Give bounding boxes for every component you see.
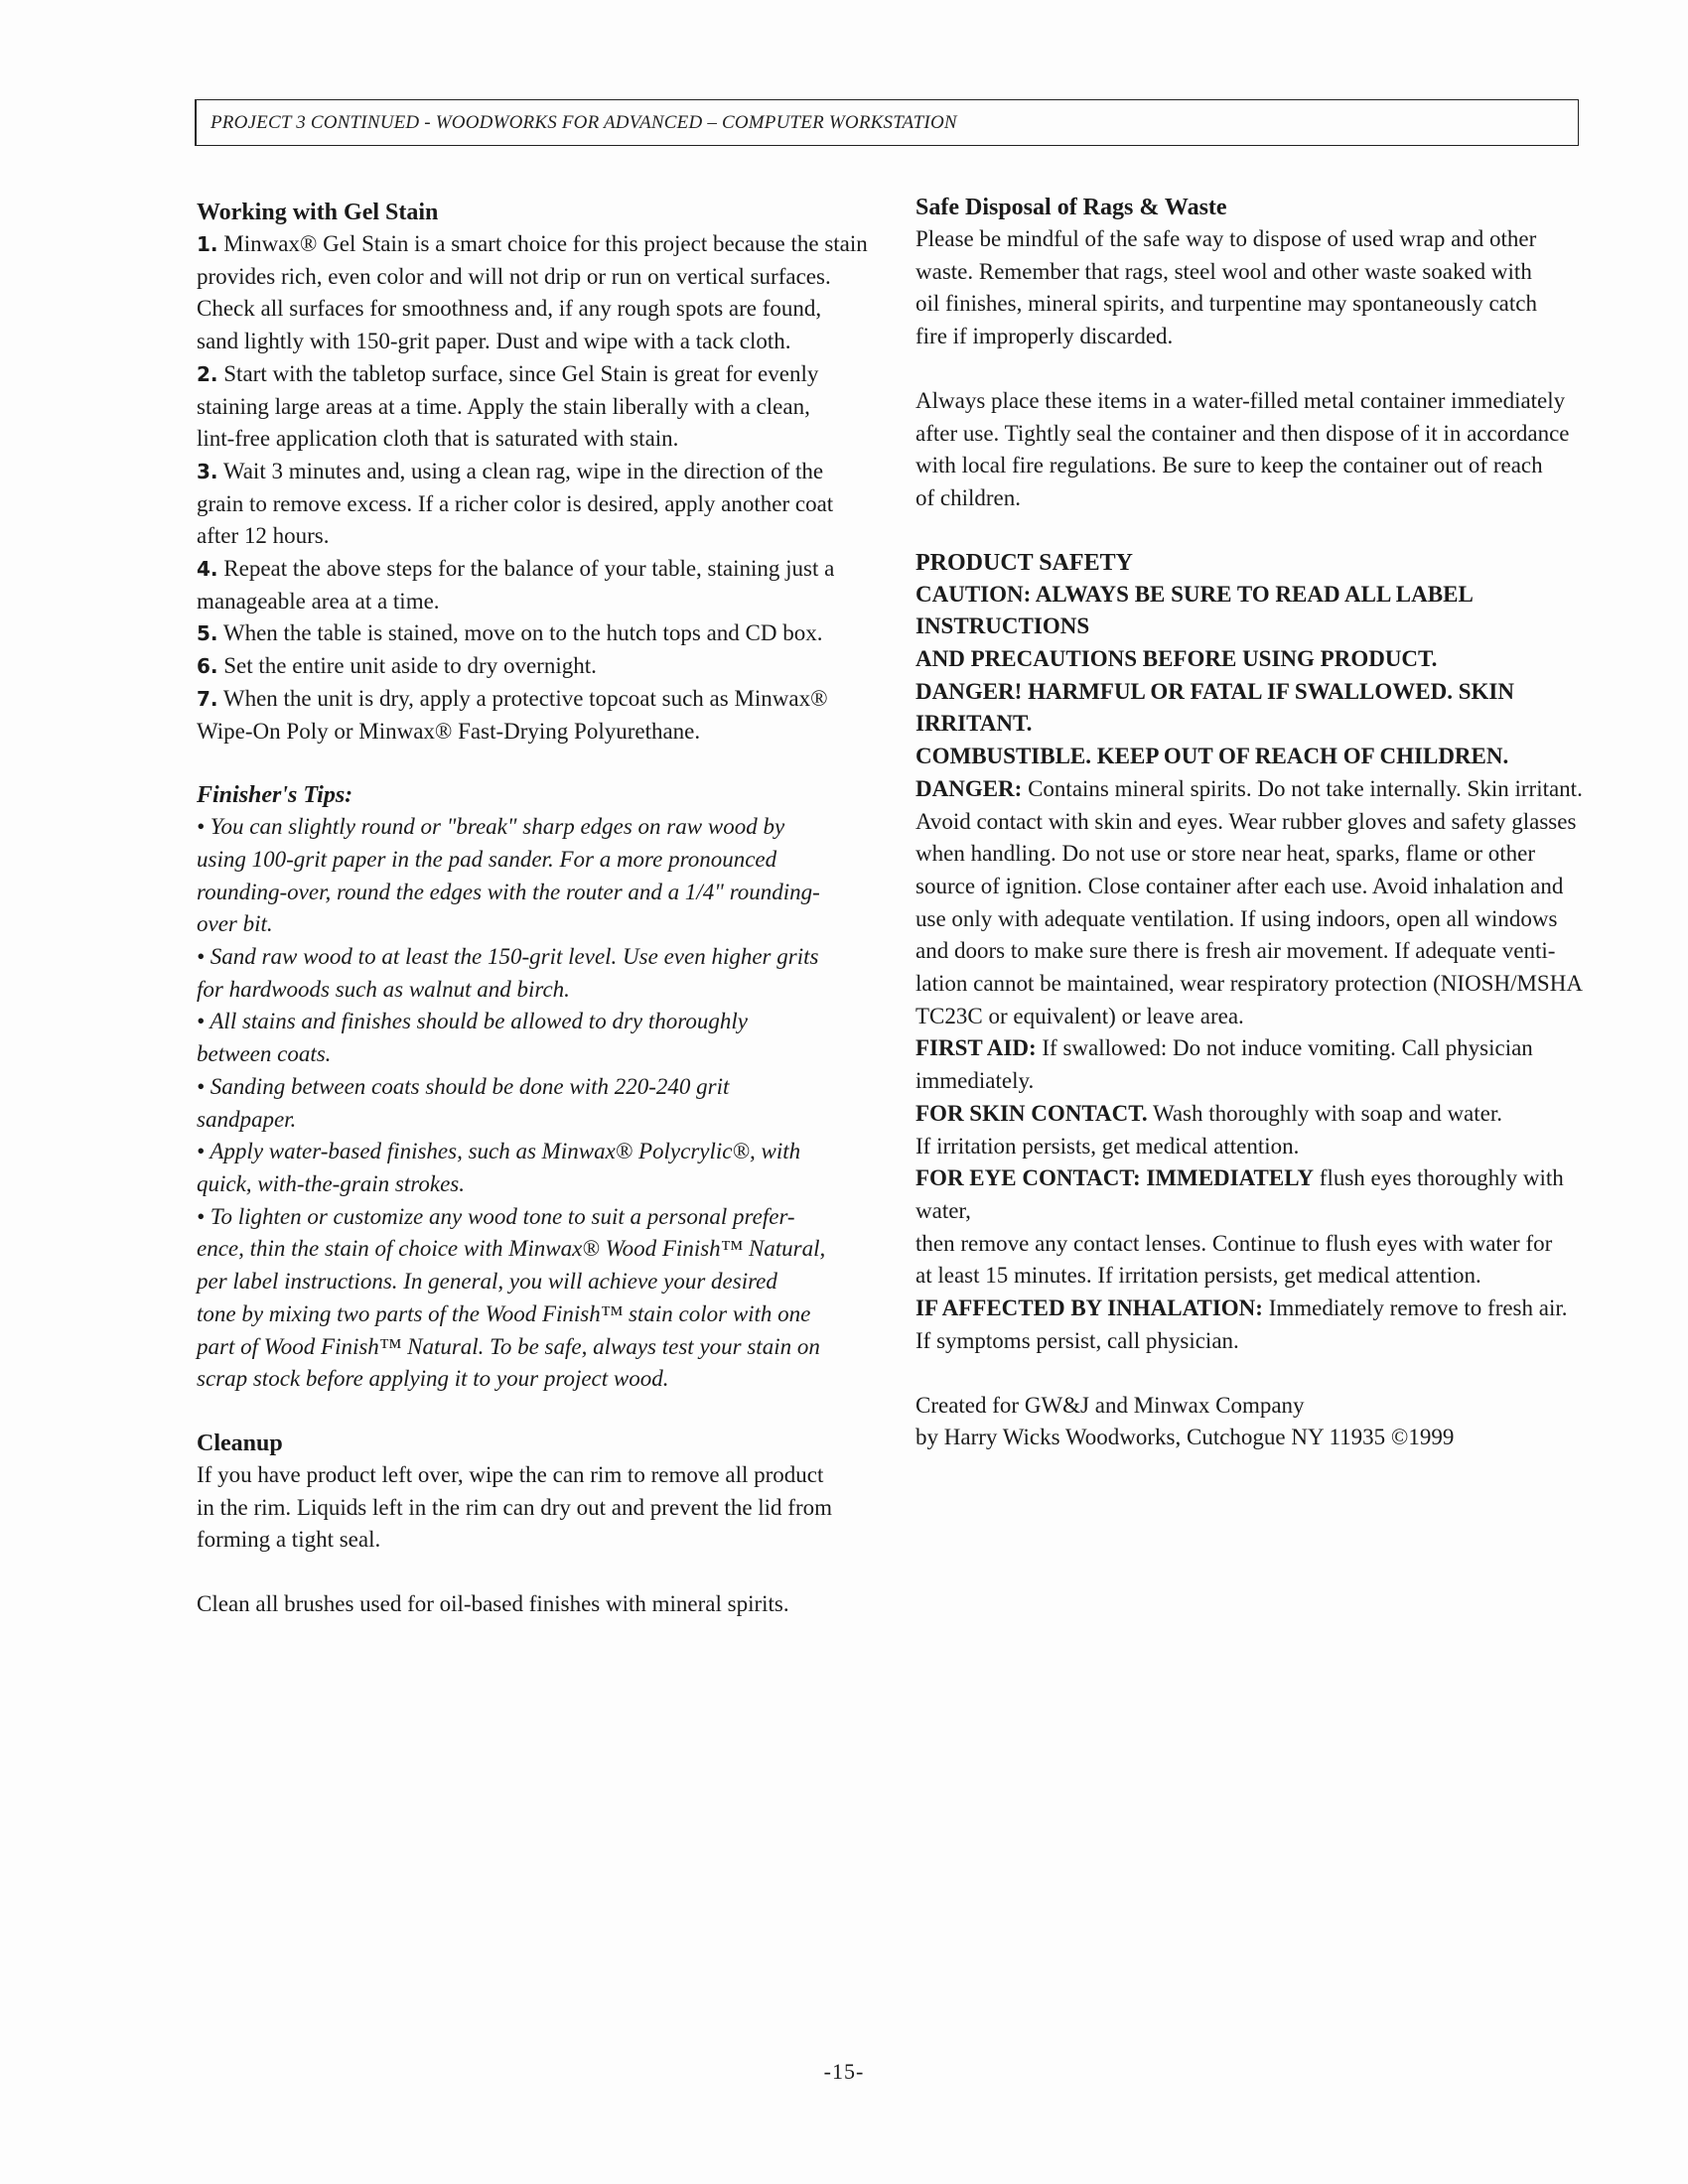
step-text: Repeat the above steps for the balance of your table, staining just a — [223, 556, 835, 582]
step-number: 5. — [197, 621, 218, 646]
disposal-line: after use. Tightly seal the container and then dispose of it in accordance — [915, 420, 1570, 446]
caution-line: AND PRECAUTIONS BEFORE USING PRODUCT. — [915, 646, 1438, 672]
step-text: Minwax® Gel Stain is a smart choice for this project because the stain — [223, 231, 868, 256]
step-text: provides rich, even color and will not drip or run on vertical surfaces. — [197, 263, 831, 289]
cleanup-paragraph — [197, 1459, 872, 1557]
step-line — [197, 261, 872, 294]
danger-text-line: Avoid contact with skin and eyes. Wear rubber gloves and safety glasses — [915, 808, 1577, 834]
product-safety-heading: PRODUCT SAFETY — [915, 549, 1133, 576]
step-number: 6. — [197, 654, 218, 679]
step-line — [197, 326, 872, 358]
credit-line: by Harry Wicks Woodworks, Cutchogue NY 11935 ©1999 — [915, 1425, 1455, 1450]
step-line — [197, 520, 872, 553]
tip-line: per label instructions. In general, you will achieve your desired — [197, 1269, 777, 1295]
tip-line: • Sanding between coats should be done with 220-240 grit — [197, 1073, 730, 1099]
step-line — [197, 586, 872, 618]
disposal-line: with local fire regulations. Be sure to keep the container out of reach — [915, 453, 1543, 478]
header-title: PROJECT 3 CONTINUED - WOODWORKS FOR ADVANCED – COMPUTER WORKSTATION — [211, 112, 957, 133]
header-box — [195, 99, 1579, 146]
finishers-tips-heading: Finisher's Tips: — [197, 782, 353, 809]
step-text: Start with the tabletop surface, since Gel Stain is great for evenly — [223, 360, 819, 386]
eye-contact-text-line: then remove any contact lenses. Continue to flush eyes with water for — [915, 1230, 1553, 1256]
tip-line: using 100-grit paper in the pad sander. For a more pronounced — [197, 846, 777, 872]
first-aid-cont: immediately. — [915, 1068, 1035, 1094]
caution-line: CAUTION: ALWAYS BE SURE TO READ ALL LABEL INSTRUCTIONS — [915, 581, 1473, 639]
step-text: When the unit is dry, apply a protective topcoat such as Minwax® — [222, 685, 828, 711]
first-aid-line: FIRST AID: If swallowed: Do not induce vomiting. Call physician — [915, 1035, 1533, 1061]
danger-text-line: and doors to make sure there is fresh air movement. If adequate venti- — [915, 938, 1556, 964]
tip-line: sandpaper. — [197, 1106, 297, 1132]
danger-label: DANGER: — [915, 775, 1023, 801]
step-text: Check all surfaces for smoothness and, if any rough spots are found, — [197, 296, 822, 322]
danger-text-line: TC23C or equivalent) or leave area. — [915, 1003, 1244, 1028]
tip-line: • To lighten or customize any wood tone to suit a personal prefer- — [197, 1203, 795, 1229]
eye-contact-paragraph — [915, 1228, 1591, 1293]
tip-line: • All stains and finishes should be allowed to dry thoroughly — [197, 1009, 748, 1034]
tip-line: • You can slightly round or "break" sharp edges on raw wood by — [197, 814, 785, 840]
step-line — [197, 488, 872, 521]
tip-line: for hardwoods such as walnut and birch. — [197, 976, 570, 1002]
step-text: grain to remove excess. If a richer color is desired, apply another coat — [197, 490, 834, 516]
tip-line: ence, thin the stain of choice with Minwax® Wood Finish™ Natural, — [197, 1236, 826, 1262]
disposal-line: Always place these items in a water-filled metal container immediately — [915, 387, 1566, 413]
danger-text-line: when handling. Do not use or store near heat, sparks, flame or other — [915, 841, 1536, 867]
step-text: staining large areas at a time. Apply the stain liberally with a clean, — [197, 393, 810, 419]
danger-line: DANGER: Contains mineral spirits. Do not take internally. Skin irritant. — [915, 775, 1583, 801]
disposal-line: of children. — [915, 484, 1022, 510]
eye-contact-label: FOR EYE CONTACT: IMMEDIATELY — [915, 1165, 1315, 1191]
step-line — [197, 553, 872, 586]
step-text: Wait 3 minutes and, using a clean rag, wipe in the direction of the — [222, 458, 824, 483]
step-line — [197, 617, 872, 650]
disposal-line: waste. Remember that rags, steel wool and other waste soaked with — [915, 258, 1532, 284]
tip-line: quick, with-the-grain strokes. — [197, 1170, 465, 1196]
step-line — [197, 423, 872, 456]
step-line — [197, 358, 872, 391]
skin-contact-line: FOR SKIN CONTACT. Wash thoroughly with soap and water. — [915, 1100, 1503, 1126]
step-line — [197, 228, 872, 261]
disposal-paragraph-2 — [915, 385, 1591, 515]
step-text: When the table is stained, move on to the hutch tops and CD box. — [222, 620, 823, 646]
tip-line: over bit. — [197, 911, 273, 937]
gel-stain-heading: Working with Gel Stain — [197, 200, 439, 225]
eye-contact-line: FOR EYE CONTACT: IMMEDIATELY flush eyes thoroughly with water, — [915, 1165, 1564, 1223]
finishers-tips-list — [197, 811, 872, 1396]
danger-text-line: lation cannot be maintained, wear respiratory protection (NIOSH/MSHA — [915, 971, 1583, 997]
eye-contact-text-line: at least 15 minutes. If irritation persists, get medical attention. — [915, 1263, 1481, 1289]
step-text: Wipe-On Poly or Minwax® Fast-Drying Polyurethane. — [197, 718, 701, 744]
caution-block — [915, 579, 1591, 773]
step-number: 4. — [197, 557, 218, 582]
danger-text-line: use only with adequate ventilation. If using indoors, open all windows — [915, 905, 1558, 931]
danger-paragraph — [915, 806, 1591, 1033]
inhalation-cont: If symptoms persist, call physician. — [915, 1327, 1239, 1353]
inhalation-label: IF AFFECTED BY INHALATION: — [915, 1296, 1263, 1321]
disposal-heading: Safe Disposal of Rags & Waste — [915, 195, 1227, 220]
skin-contact-cont: If irritation persists, get medical attention. — [915, 1133, 1300, 1159]
credit-line: Created for GW&J and Minwax Company — [915, 1392, 1305, 1418]
gel-stain-steps — [197, 228, 872, 748]
tip-line: • Sand raw wood to at least the 150-grit level. Use even higher grits — [197, 944, 819, 970]
danger-text-line: source of ignition. Close container after each use. Avoid inhalation and — [915, 873, 1564, 898]
page-number: -15- — [823, 2059, 865, 2084]
cleanup-heading: Cleanup — [197, 1430, 283, 1456]
inhalation-line: IF AFFECTED BY INHALATION: Immediately remove to fresh air. — [915, 1296, 1568, 1321]
disposal-paragraph-1 — [915, 223, 1591, 353]
tip-line: between coats. — [197, 1041, 332, 1067]
step-number: 1. — [197, 232, 218, 256]
credit-block — [915, 1390, 1591, 1454]
tip-line: part of Wood Finish™ Natural. To be safe, always test your stain on — [197, 1333, 820, 1359]
tip-line: • Apply water-based finishes, such as Minwax® Polycrylic®, with — [197, 1139, 801, 1164]
step-text: lint-free application cloth that is saturated with stain. — [197, 426, 679, 452]
disposal-line: Please be mindful of the safe way to dispose of used wrap and other — [915, 226, 1537, 251]
skin-contact-label: FOR SKIN CONTACT. — [915, 1100, 1148, 1126]
step-number: 3. — [197, 459, 218, 483]
disposal-line: fire if improperly discarded. — [915, 324, 1174, 349]
cleanup-line: If you have product left over, wipe the can rim to remove all product — [197, 1461, 824, 1487]
right-column — [915, 192, 1591, 1454]
step-line — [197, 391, 872, 424]
step-number: 2. — [197, 361, 218, 386]
caution-line: COMBUSTIBLE. KEEP OUT OF REACH OF CHILDREN. — [915, 744, 1509, 769]
step-line — [197, 293, 872, 326]
left-column — [197, 197, 872, 1621]
caution-line: DANGER! HARMFUL OR FATAL IF SWALLOWED. SKIN IRRITANT. — [915, 678, 1514, 737]
step-text: sand lightly with 150-grit paper. Dust and wipe with a tack cloth. — [197, 329, 791, 354]
step-line — [197, 650, 872, 683]
step-number: 7. — [197, 686, 218, 711]
step-text: after 12 hours. — [197, 523, 330, 549]
disposal-line: oil finishes, mineral spirits, and turpentine may spontaneously catch — [915, 291, 1537, 317]
step-line — [197, 456, 872, 488]
tip-line: scrap stock before applying it to your project wood. — [197, 1366, 669, 1392]
tip-line: rounding-over, round the edges with the router and a 1/4" rounding- — [197, 879, 820, 904]
cleanup-last-paragraph: Clean all brushes used for oil-based finishes with mineral spirits. — [197, 1591, 789, 1617]
first-aid-label: FIRST AID: — [915, 1035, 1037, 1061]
tip-line: tone by mixing two parts of the Wood Finish™ stain color with one — [197, 1300, 811, 1326]
cleanup-line: in the rim. Liquids left in the rim can dry out and prevent the lid from — [197, 1494, 833, 1520]
step-line — [197, 716, 872, 749]
step-text: manageable area at a time. — [197, 588, 440, 614]
step-line — [197, 683, 872, 716]
cleanup-line: forming a tight seal. — [197, 1527, 381, 1553]
step-text: Set the entire unit aside to dry overnight. — [223, 653, 597, 679]
